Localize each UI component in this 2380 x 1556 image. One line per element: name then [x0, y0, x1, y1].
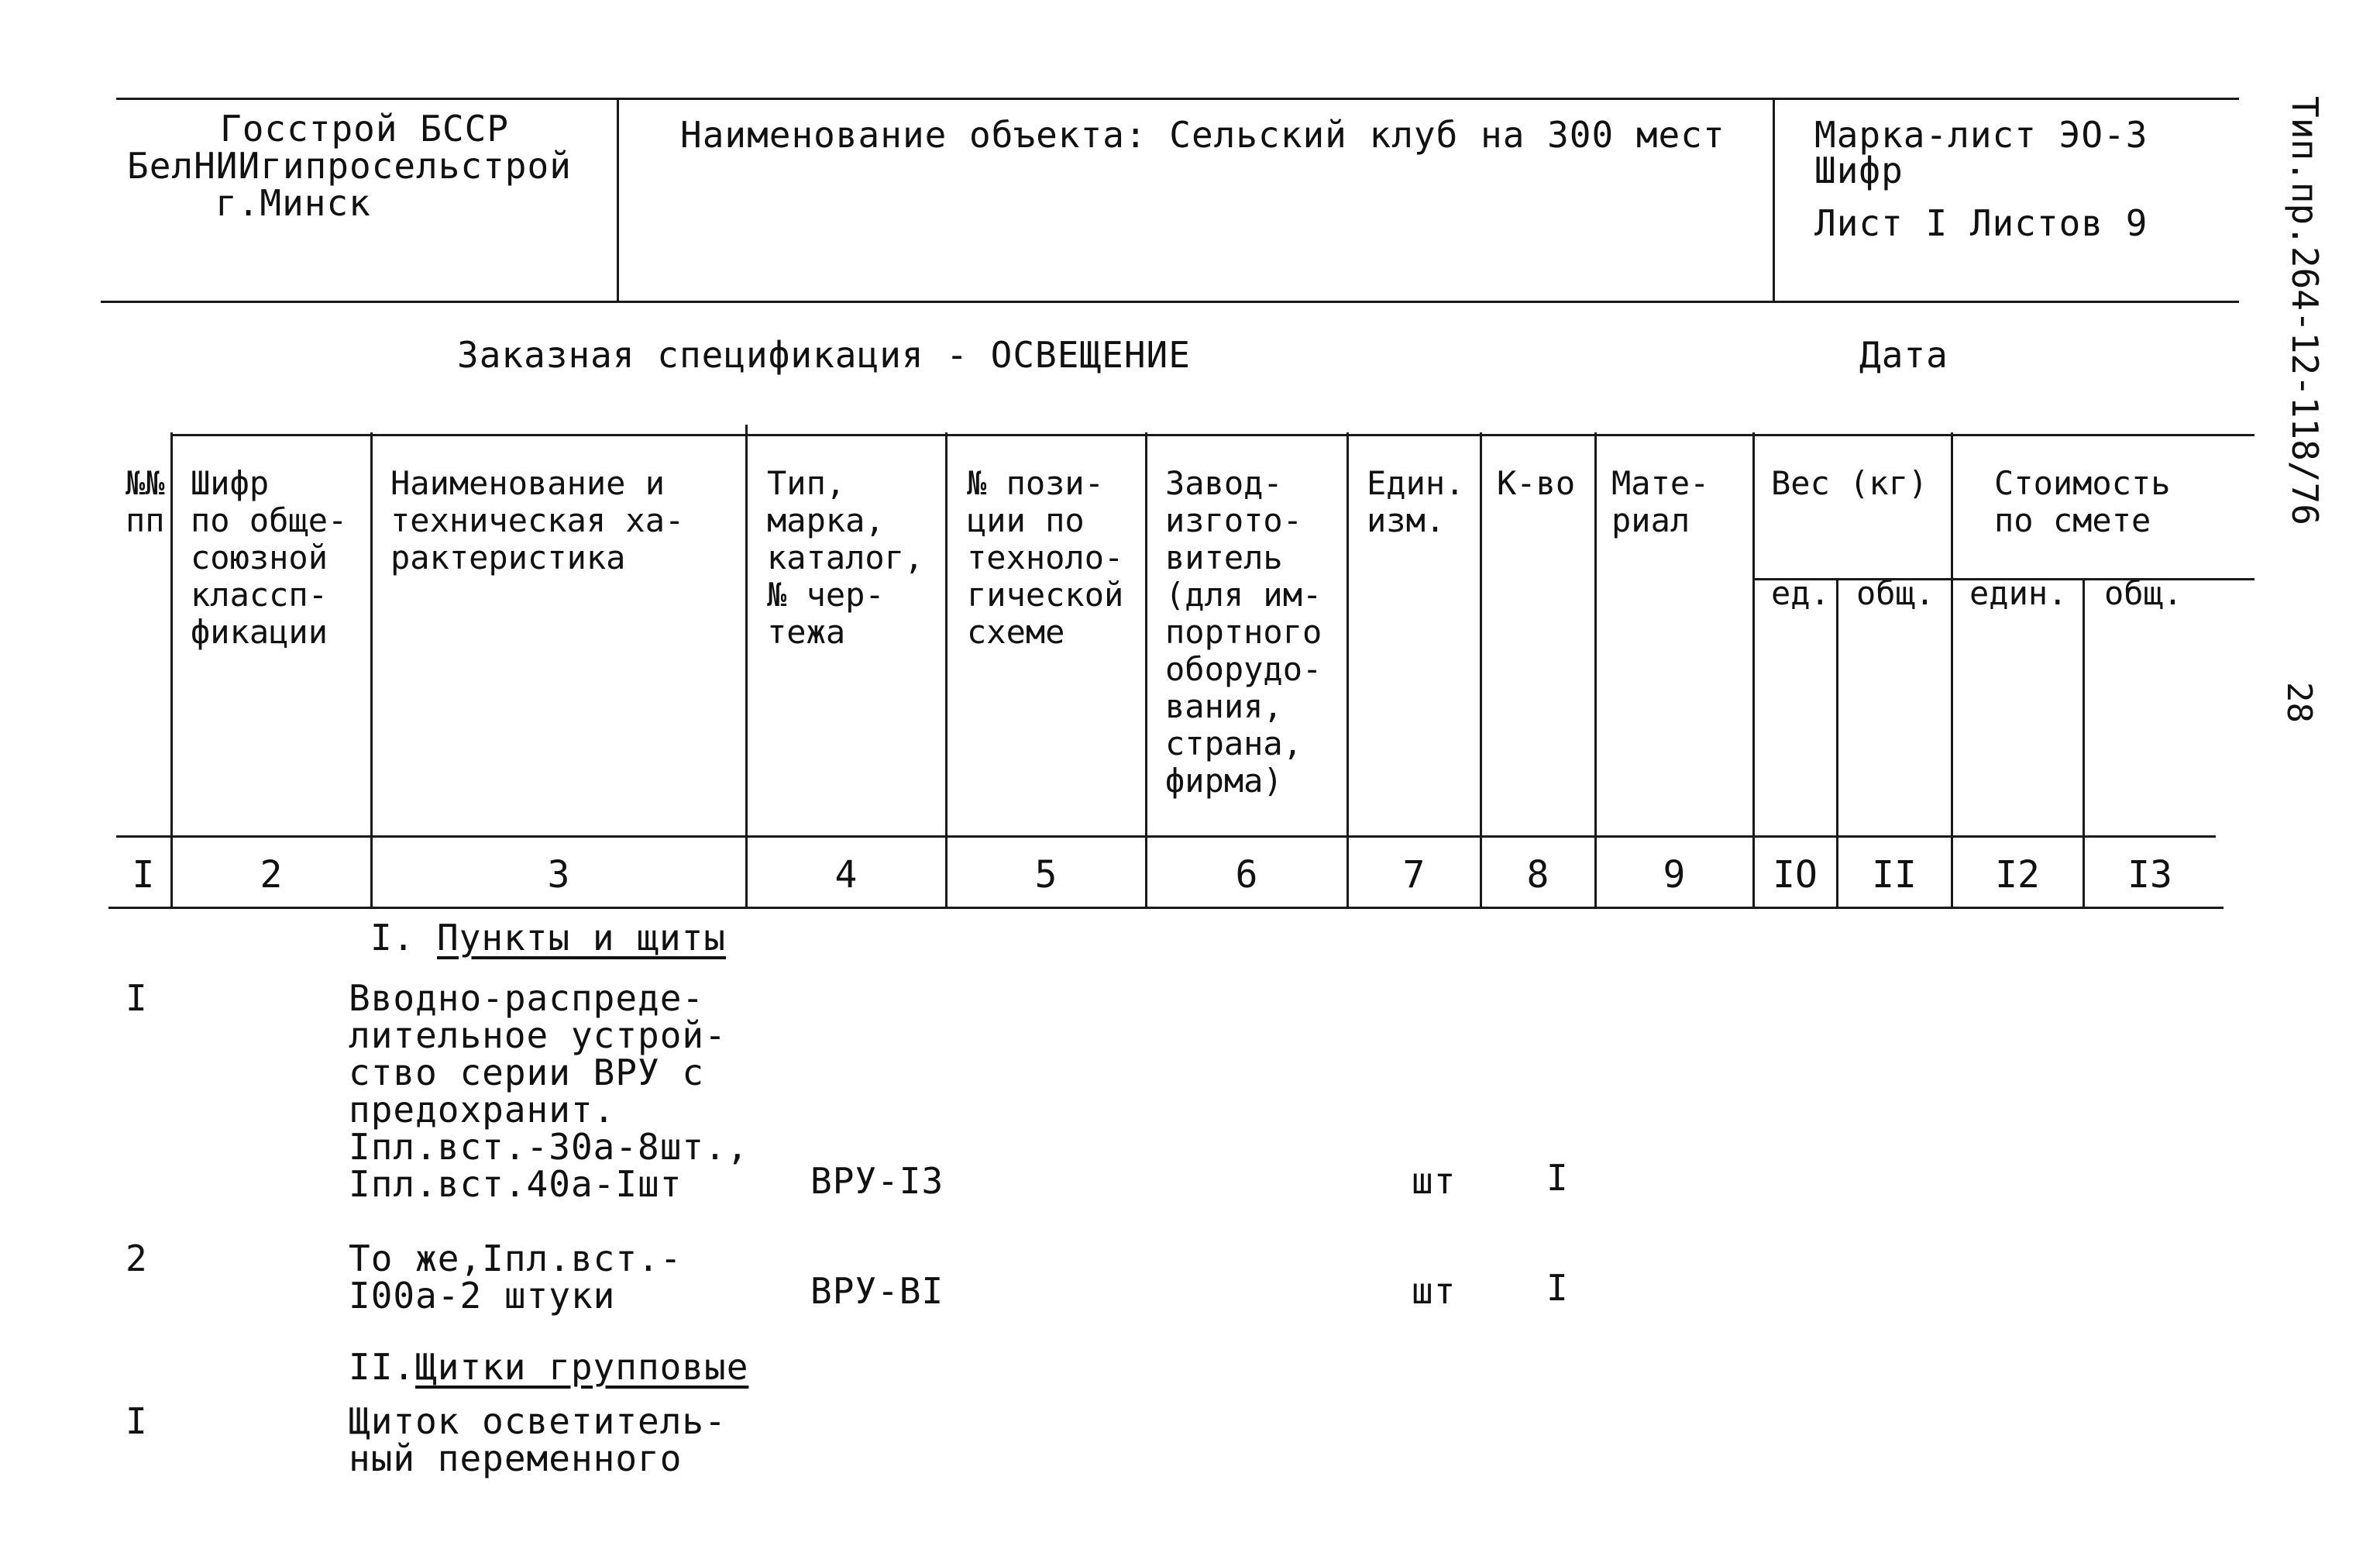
- row-position: I: [126, 977, 148, 1019]
- col-header-weight: Вес (кг): [1771, 464, 1928, 502]
- col-header-position: № пози- ции по техноло- гической схеме: [967, 464, 1124, 651]
- row-unit: шт: [1412, 1160, 1457, 1202]
- col-header-qty: К-во: [1497, 464, 1576, 502]
- col-number-8: 8: [1526, 853, 1549, 897]
- col-header-cost-total: общ.: [2104, 574, 2183, 612]
- row-name: То же,Iпл.вст.- I00а-2 штуки: [349, 1238, 683, 1317]
- col-header-material: Мате- риал: [1611, 464, 1710, 539]
- col-header-name: Наименование и техническая ха- рактеристика: [390, 464, 685, 577]
- col-header-cost: Стоимость по смете: [1994, 464, 2171, 539]
- title-divider-2: [1773, 98, 1775, 302]
- col-line-8: [1594, 432, 1597, 908]
- col-number-9: 9: [1663, 853, 1686, 897]
- col-header-cost-unit: един.: [1969, 574, 2068, 612]
- row-position: I: [126, 1400, 148, 1442]
- object-name: Наименование объекта: Сельский клуб на 300 мест: [680, 114, 1725, 156]
- col-line-6: [1346, 432, 1349, 908]
- col-line-4: [945, 432, 948, 908]
- col-number-2: 2: [260, 853, 283, 897]
- col-header-weight-total: общ.: [1856, 574, 1935, 612]
- section-heading: Щитки групповые: [415, 1346, 749, 1388]
- table-top-line: [170, 434, 2254, 436]
- col-number-10: IO: [1773, 853, 1818, 897]
- row-qty: I: [1546, 1157, 1569, 1199]
- col-number-5: 5: [1034, 853, 1058, 897]
- title-divider-1: [617, 98, 619, 302]
- sheet-label: Лист I Листов 9: [1814, 202, 2148, 244]
- col-header-code: Шифр по обще- союзной классп- фикации: [191, 464, 348, 651]
- row-name: Щиток осветитель- ный переменного: [349, 1400, 727, 1479]
- col-line-1: [170, 432, 173, 908]
- section-heading-number: II.: [349, 1346, 416, 1388]
- col-line-5: [1145, 432, 1147, 908]
- col-header-weight-unit: ед.: [1771, 574, 1830, 612]
- row-type: ВРУ-I3: [810, 1160, 944, 1202]
- org-line-3: г.Минск: [215, 182, 371, 224]
- col-number-11: II: [1872, 853, 1917, 897]
- col-number-6: 6: [1235, 853, 1258, 897]
- date-label: Дата: [1859, 334, 1948, 376]
- row-qty: I: [1546, 1267, 1569, 1309]
- col-header-unit: Един. изм.: [1367, 464, 1465, 539]
- shifr-label: Шифр: [1814, 150, 1904, 191]
- col-line-11: [1951, 432, 1953, 908]
- col-number-13: I3: [2127, 853, 2172, 897]
- col-number-1: I: [132, 853, 155, 897]
- numbers-bottom-line: [108, 907, 2224, 909]
- col-number-12: I2: [1995, 853, 2040, 897]
- col-header-type: Тип, марка, каталог, № чер- тежа: [767, 464, 924, 651]
- row-position: 2: [126, 1238, 148, 1279]
- section-heading: Пункты и щиты: [437, 917, 727, 959]
- marka-label: Марка-лист ЭО-3: [1814, 114, 2148, 156]
- page-number: 28: [2279, 682, 2319, 723]
- title-top-line: [116, 98, 2239, 100]
- side-code: Тип.пр.264-12-118/76: [2284, 96, 2326, 525]
- row-type: ВРУ-ВI: [810, 1270, 944, 1312]
- org-line-1: Госстрой БССР: [220, 108, 510, 150]
- title-bottom-line: [101, 301, 2239, 303]
- row-name: Вводно-распреде- лительное устрой- ство серии ВРУ с предохранит. Iпл.вст.-30а-8шт., Iпл.вст.40а-Iшт: [349, 977, 749, 1205]
- col-line-7: [1480, 432, 1482, 908]
- col-number-7: 7: [1402, 853, 1426, 897]
- org-line-2: БелНИИгипросельстрой: [127, 145, 572, 187]
- spec-title: Заказная спецификация - ОСВЕЩЕНИЕ: [457, 334, 1191, 376]
- col-number-4: 4: [834, 853, 858, 897]
- col-line-2: [370, 432, 373, 908]
- col-line-9: [1752, 432, 1755, 908]
- section-heading-number: I.: [370, 917, 415, 959]
- row-unit: шт: [1412, 1270, 1457, 1312]
- col-line-3: [745, 425, 748, 908]
- col-number-3: 3: [547, 853, 570, 897]
- col-header-maker: Завод- изгото- витель (для им- портного оборудо- вания, страна, фирма): [1165, 464, 1322, 800]
- col-header-num: №№ пп: [126, 464, 165, 539]
- header-bottom-line: [116, 835, 2216, 838]
